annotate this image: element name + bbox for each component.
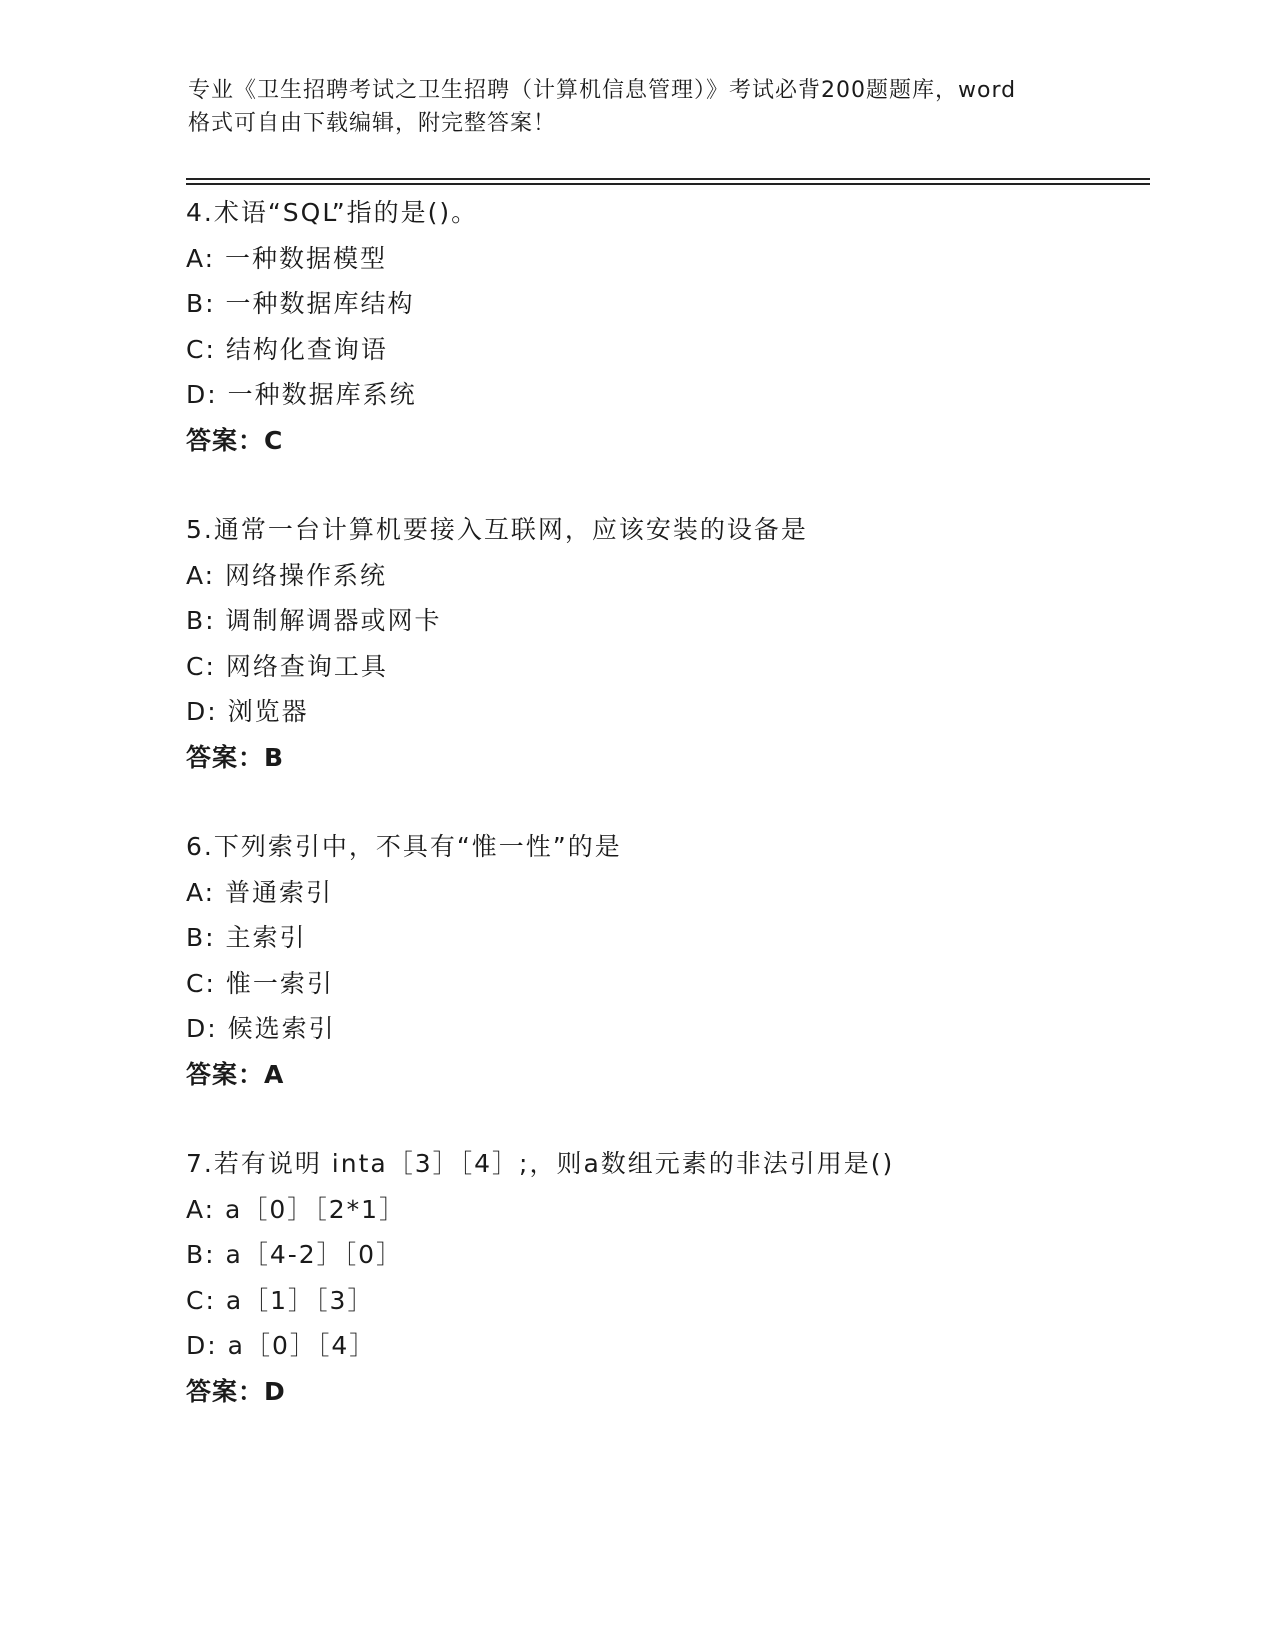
option-d: D: 浏览器 (186, 697, 309, 726)
option-b: B: 调制解调器或网卡 (186, 606, 442, 635)
option-b: B: a［4-2］［0］ (186, 1240, 404, 1269)
option-c: C: a［1］［3］ (186, 1285, 375, 1315)
option-a: A: 网络操作系统 (186, 560, 388, 590)
option-c: C: 惟一索引 (186, 968, 334, 998)
question-stem: 4.术语“SQL”指的是()。 (186, 198, 479, 227)
question-list (186, 190, 1146, 1458)
option-a: A: 一种数据模型 (186, 243, 388, 273)
question-stem: 6.下列索引中，不具有“惟一性”的是 (186, 832, 622, 861)
option-d: D: 候选索引 (186, 1014, 336, 1043)
answer-line: 答案：D (186, 1376, 286, 1406)
question-stem: 7.若有说明 inta［3］［4］;，则a数组元素的非法引用是() (186, 1149, 895, 1178)
answer-line: 答案：B (186, 742, 285, 772)
document-header (188, 74, 1088, 140)
answer-line: 答案：C (186, 425, 284, 455)
question-item (186, 190, 1146, 463)
question-item (186, 1141, 1146, 1414)
question-item (186, 824, 1146, 1097)
header-line-1: 专业《卫生招聘考试之卫生招聘（计算机信息管理）》考试必背200题题库，word (188, 78, 1017, 103)
answer-line: 答案：A (186, 1059, 285, 1089)
option-d: D: a［0］［4］ (186, 1331, 377, 1360)
option-d: D: 一种数据库系统 (186, 380, 417, 409)
header-line-2: 格式可自由下载编辑，附完整答案！ (188, 111, 557, 136)
option-b: B: 主索引 (186, 923, 307, 952)
option-c: C: 网络查询工具 (186, 651, 388, 681)
option-a: A: 普通索引 (186, 877, 334, 907)
question-item (186, 507, 1146, 780)
header-divider-bottom (186, 183, 1150, 185)
option-c: C: 结构化查询语 (186, 334, 388, 364)
question-stem: 5.通常一台计算机要接入互联网，应该安装的设备是 (186, 515, 808, 544)
header-divider-top (186, 178, 1150, 180)
option-b: B: 一种数据库结构 (186, 289, 415, 318)
option-a: A: a［0］［2*1］ (186, 1194, 407, 1224)
